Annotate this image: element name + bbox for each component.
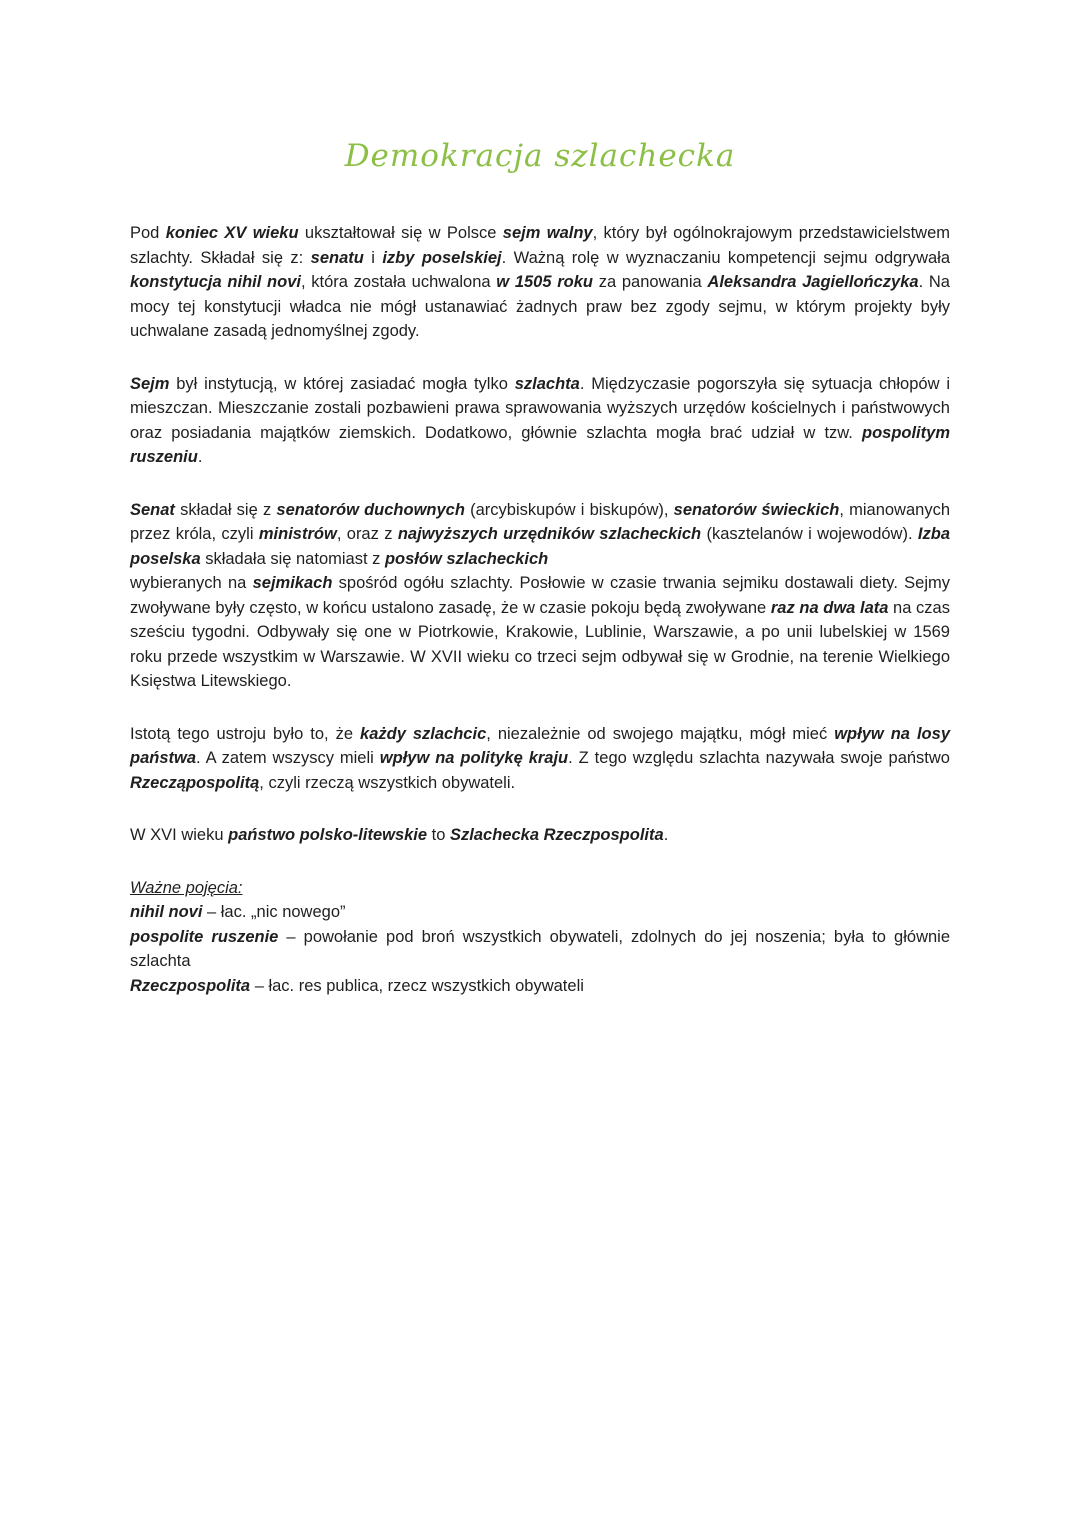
text-segment: koniec XV wieku bbox=[165, 224, 299, 243]
text-segment: Istotą tego ustroju było to, że bbox=[130, 724, 361, 743]
text-segment: , oraz z bbox=[336, 525, 398, 544]
text-segment: to bbox=[427, 826, 451, 845]
text-segment: na czas sześciu tygodni. Odbywały się one w Piotrkowie, Krakowie, Lublinie, Warszawie, a po unii lubelskiej w 1569 roku przede wszystkim w Warszawie. W XVII wieku co trzeci sejm odbywał się w Grodnie, na terenie Wielkiego Księstwa Litewskiego. bbox=[130, 598, 950, 691]
text-segment: najwyższych urzędników szlacheckich bbox=[397, 525, 702, 544]
text-segment: – łac. res publica, rzecz wszystkich obywateli bbox=[250, 976, 584, 995]
text-segment: spośród ogółu szlachty. Posłowie w czasie trwania sejmiku dostawali diety. Sejmy zwoływane były często, w końcu ustalono zasadę, że w czasie pokoju będą zwoływane bbox=[130, 574, 951, 617]
text-segment: wybieranych na bbox=[130, 574, 253, 593]
text-segment: . Z tego względu szlachta nazywała swoje państwo bbox=[568, 749, 950, 768]
text-segment: państwo polsko-litewskie bbox=[228, 826, 428, 845]
text-segment: Pod bbox=[130, 224, 166, 243]
text-segment: Ważne pojęcia: bbox=[130, 878, 243, 897]
heading-wazne-pojecia bbox=[130, 876, 950, 901]
text-segment: , który był ogólnokrajowym przedstawicielstwem szlachty. Składał się z: bbox=[130, 224, 950, 267]
text-segment: senatu bbox=[310, 248, 364, 267]
paragraph-sejm-szlachta bbox=[130, 372, 950, 470]
text-segment: . Międzyczasie pogorszyła się sytuacja chłopów i mieszczan. Mieszczanie zostali pozbawieni prawa sprawowania wyższych urzędów kościelnych i państwowych oraz posiadania majątków ziemskich. Dodatkowo, głównie szlachta mogła brać udział w tzw. bbox=[130, 374, 950, 442]
text-segment: . bbox=[663, 826, 669, 845]
text-segment: W XVI wieku bbox=[130, 826, 229, 845]
text-segment: wpływ na politykę kraju bbox=[379, 749, 569, 768]
text-segment: . A zatem wszyscy mieli bbox=[196, 749, 380, 768]
text-segment: – powołanie pod broń wszystkich obywateli, zdolnych do jej noszenia; była to głównie szlachta bbox=[130, 927, 950, 971]
text-segment: Sejm bbox=[130, 374, 170, 393]
text-segment: . Na mocy tej konstytucji władca nie mógł ustanawiać żadnych praw bez zgody sejmu, w którym projekty były uchwalane zasadą jednomyślnej zgody. bbox=[130, 273, 950, 341]
document-body bbox=[130, 221, 950, 998]
text-segment: , czyli rzeczą wszystkich obywateli. bbox=[259, 773, 516, 792]
text-segment: pospolitym ruszeniu bbox=[130, 423, 950, 467]
text-segment: Aleksandra Jagiellończyka bbox=[707, 273, 919, 292]
text-segment: nihil novi bbox=[130, 903, 203, 922]
paragraph-senat-izba-poselska bbox=[130, 498, 950, 694]
text-segment: , niezależnie od swojego majątku, mógł mieć bbox=[486, 724, 835, 743]
text-segment: – łac. „nic nowego” bbox=[202, 903, 346, 922]
text-segment: Senat bbox=[130, 500, 175, 519]
text-segment: , mianowanych przez króla, czyli bbox=[130, 500, 950, 544]
text-segment: za panowania bbox=[593, 273, 708, 292]
text-segment: szlachta bbox=[514, 374, 580, 393]
text-segment: posłów szlacheckich bbox=[384, 549, 549, 568]
text-segment: pospolite ruszenie bbox=[130, 927, 279, 946]
text-segment: był instytucją, w której zasiadać mogła tylko bbox=[169, 374, 515, 393]
text-segment: ukształtował się w Polsce bbox=[298, 224, 503, 243]
text-segment: Rzecząpospolitą bbox=[130, 773, 260, 792]
definition-rzeczpospolita bbox=[130, 974, 950, 999]
text-segment: i bbox=[363, 248, 383, 267]
text-segment: , która została uchwalona bbox=[300, 273, 497, 292]
text-segment: . bbox=[197, 448, 203, 467]
text-segment: każdy szlachcic bbox=[360, 724, 487, 743]
text-segment: składał się z bbox=[174, 500, 277, 519]
text-segment: w 1505 roku bbox=[496, 273, 594, 292]
text-segment: Izba poselska bbox=[130, 525, 950, 568]
text-segment: . Ważną rolę w wyznaczaniu kompetencji sejmu odgrywała bbox=[501, 248, 951, 267]
document-title: Demokracja szlachecka bbox=[344, 138, 736, 174]
text-segment: (kasztelanów i wojewodów). bbox=[701, 525, 918, 544]
text-segment: (arcybiskupów i biskupów), bbox=[464, 500, 674, 519]
text-segment: izby poselskiej bbox=[382, 248, 502, 267]
text-segment: konstytucja nihil novi bbox=[130, 273, 301, 292]
paragraph-istota-ustroju bbox=[130, 722, 950, 796]
text-segment: sejm walny bbox=[502, 224, 593, 243]
text-segment: Rzeczpospolita bbox=[130, 976, 251, 995]
text-segment: senatorów świeckich bbox=[673, 500, 840, 519]
definition-pospolite-ruszenie bbox=[130, 925, 950, 974]
paragraph-xvi-wiek bbox=[130, 823, 950, 848]
definition-nihil-novi bbox=[130, 900, 950, 925]
text-segment: ministrów bbox=[258, 525, 337, 544]
text-segment: senatorów duchownych bbox=[276, 500, 465, 519]
text-segment: wpływ na losy państwa bbox=[130, 724, 950, 768]
text-segment: sejmikach bbox=[252, 574, 333, 593]
paragraph-sejm-walny bbox=[130, 221, 950, 344]
text-segment: Szlachecka Rzeczpospolita bbox=[450, 826, 664, 845]
text-segment: składała się natomiast z bbox=[200, 549, 385, 568]
text-segment: raz na dwa lata bbox=[770, 598, 889, 617]
